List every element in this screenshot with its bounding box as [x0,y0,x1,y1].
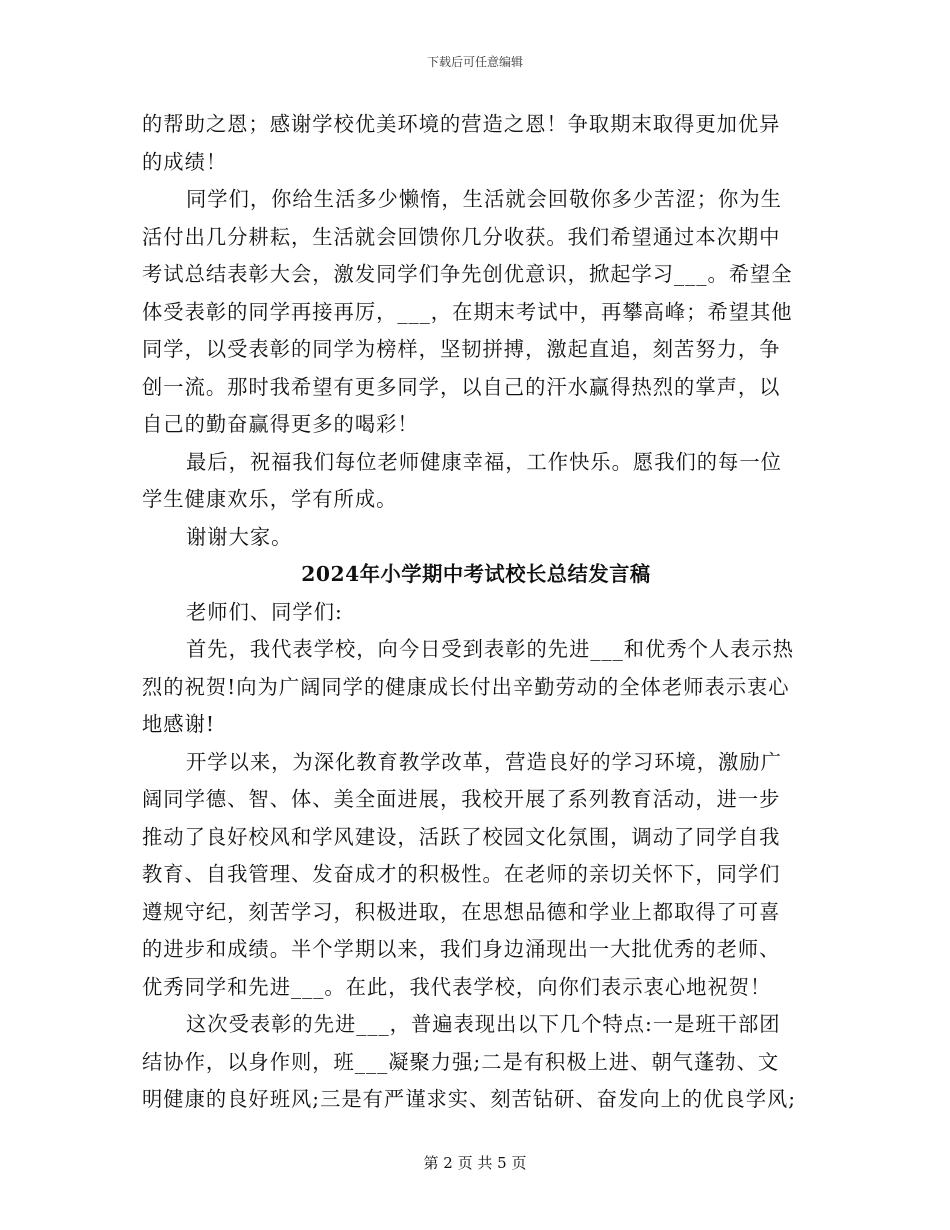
page-footer: 第 2 页 共 5 页 [423,1154,527,1172]
text-line: 考试总结表彰大会，激发同学们争先创优意识，掀起学习___。希望全 [142,262,793,286]
text-line: 的成绩！ [142,149,228,174]
text-line: 这次受表彰的先进___，普遍表现出以下几个特点:一是班干部团 [186,1012,781,1036]
text-line: 的进步和成绩。半个学期以来，我们身边涌现出一大批优秀的老师、 [142,937,781,961]
text-line: 同学，以受表彰的同学为榜样，坚韧拼搏，激起直追，刻苦努力，争 [142,337,781,361]
text-line: 同学们，你给生活多少懒惰，生活就会回敬你多少苦涩；你为生 [186,187,782,211]
text-line: 明健康的良好班风;三是有严谨求实、刻苦钻研、奋发向上的优良学风; [142,1087,797,1111]
text-line: 优秀同学和先进___。在此，我代表学校，向你们表示衷心地祝贺！ [142,974,772,999]
text-line: 最后，祝福我们每位老师健康幸福，工作快乐。愿我们的每一位 [186,449,782,474]
text-line: 阔同学德、智、体、美全面进展，我校开展了系列教育活动，进一步 [142,787,781,811]
text-line: 自己的勤奋赢得更多的喝彩！ [142,412,419,436]
text-line: 学生健康欢乐，学有所成。 [142,487,398,511]
text-line: 的帮助之恩；感谢学校优美环境的营造之恩！争取期末取得更加优异 [142,112,781,136]
text-line: 老师们、同学们: [186,599,343,624]
text-line: 推动了良好校风和学风建设，活跃了校园文化氛围，调动了同学自我 [142,824,781,849]
text-line: 谢谢大家。 [186,524,293,549]
text-line: 地感谢! [142,712,215,736]
text-line: 烈的祝贺!向为广阔同学的健康成长付出辛勤劳动的全体老师表示衷心 [142,674,790,699]
text-line: 首先，我代表学校，向今日受到表彰的先进___和优秀个人表示热 [186,637,795,661]
text-line: 活付出几分耕耘，生活就会回馈你几分收获。我们希望通过本次期中 [142,224,781,249]
section-title: 2024年小学期中考试校长总结发言稿 [301,562,651,586]
page-header: 下载后可任意编辑 [426,55,523,69]
document-body [142,106,810,1119]
text-line: 遵规守纪，刻苦学习，积极进取，在思想品德和学业上都取得了可喜 [142,899,781,924]
text-line: 结协作，以身作则，班___凝聚力强;二是有积极上进、朝气蓬勃、文 [142,1049,780,1074]
text-line: 开学以来，为深化教育教学改革，营造良好的学习环境，激励广 [186,749,782,774]
text-line: 创一流。那时我希望有更多同学，以自己的汗水赢得热烈的掌声，以 [142,374,781,399]
text-line: 教育、自我管理、发奋成才的积极性。在老师的亲切关怀下，同学们 [142,862,781,886]
text-line: 体受表彰的同学再接再厉，___，在期末考试中，再攀高峰；希望其他 [142,299,793,324]
